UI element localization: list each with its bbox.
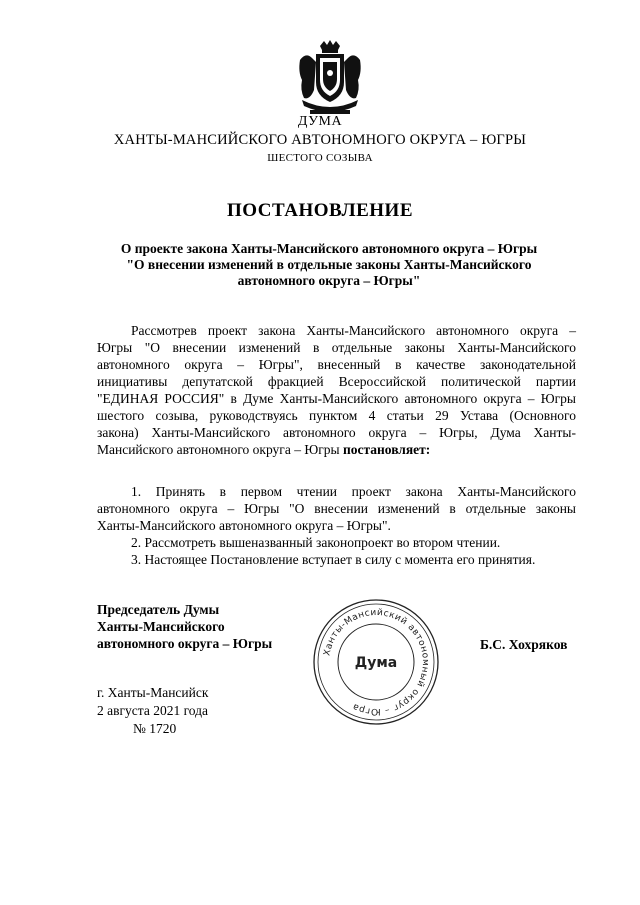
city: г. Ханты-Мансийск <box>97 685 209 700</box>
signatory-name: Б.С. Хохряков <box>480 637 568 652</box>
official-seal-stamp <box>311 597 441 727</box>
coat-of-arms-emblem <box>296 40 364 120</box>
document-subject <box>96 241 562 289</box>
stamp-center-text: Дума <box>354 655 398 671</box>
item-1-line: Ханты-Мансийского автономного округа – Югры". <box>97 518 391 533</box>
item-1-line: автономного округа – Югры "О внесении изменений в отдельные законы <box>97 501 576 516</box>
duma-title: ДУМА <box>297 114 343 129</box>
preamble-line <box>97 441 576 458</box>
stamp-ring-text: Ханты-Мансийский автономный округ – Югра <box>322 607 431 717</box>
item-1-line: 1. Принять в первом чтении проект закона Ханты-Мансийского <box>131 484 576 499</box>
document-number: № 1720 <box>133 721 177 736</box>
subject-line: "О внесении изменений в отдельные законы Ханты-Мансийского <box>126 257 532 272</box>
preamble-line: Югры "О внесении изменений в отдельные законы Ханты-Мансийского <box>97 340 576 355</box>
preamble-line: автономного округа – Югры", внесенный в качестве законодательной <box>97 357 576 372</box>
convocation-label: ШЕСТОГО СОЗЫВА <box>267 152 373 164</box>
item-3: 3. Настоящее Постановление вступает в силу с момента его принятия. <box>131 552 536 567</box>
signatory-title-line: автономного округа – Югры <box>97 636 273 651</box>
preamble-line: закона) Ханты-Мансийского автономного округа – Югры, Дума Ханты- <box>97 425 576 440</box>
resolution-items <box>97 483 576 568</box>
preamble-line: Рассмотрев проект закона Ханты-Мансийского автономного округа – <box>131 323 576 338</box>
subject-line: О проекте закона Ханты-Мансийского автономного округа – Югры <box>120 241 538 256</box>
document-type-heading: ПОСТАНОВЛЕНИЕ <box>226 200 414 221</box>
preamble-last-text: Мансийского автономного округа – Югры <box>97 442 343 457</box>
preamble-line: шестого созыва, руководствуясь пунктом 4 статьи 29 Устава (Основного <box>97 408 576 423</box>
region-title: ХАНТЫ-МАНСИЙСКОГО АВТОНОМНОГО ОКРУГА – ЮГРЫ <box>113 132 527 148</box>
date: 2 августа 2021 года <box>97 703 208 718</box>
preamble-paragraph <box>97 322 576 458</box>
place-and-date <box>97 684 208 738</box>
preamble-line: "ЕДИНАЯ РОССИЯ" в Думе Ханты-Мансийского автономного округа – Югры <box>97 391 576 406</box>
preamble-line: инициативы депутатской фракцией Всероссийской политической партии <box>97 374 576 389</box>
subject-line: автономного округа – Югры" <box>237 273 421 288</box>
signatory-title-line: Ханты-Мансийского <box>97 619 225 634</box>
resolution-keyword: постановляет: <box>342 442 431 457</box>
item-2: 2. Рассмотреть вышеназванный законопроект во втором чтении. <box>131 535 501 550</box>
signatory-title-line: Председатель Думы <box>97 602 220 617</box>
signatory-title <box>97 601 272 652</box>
